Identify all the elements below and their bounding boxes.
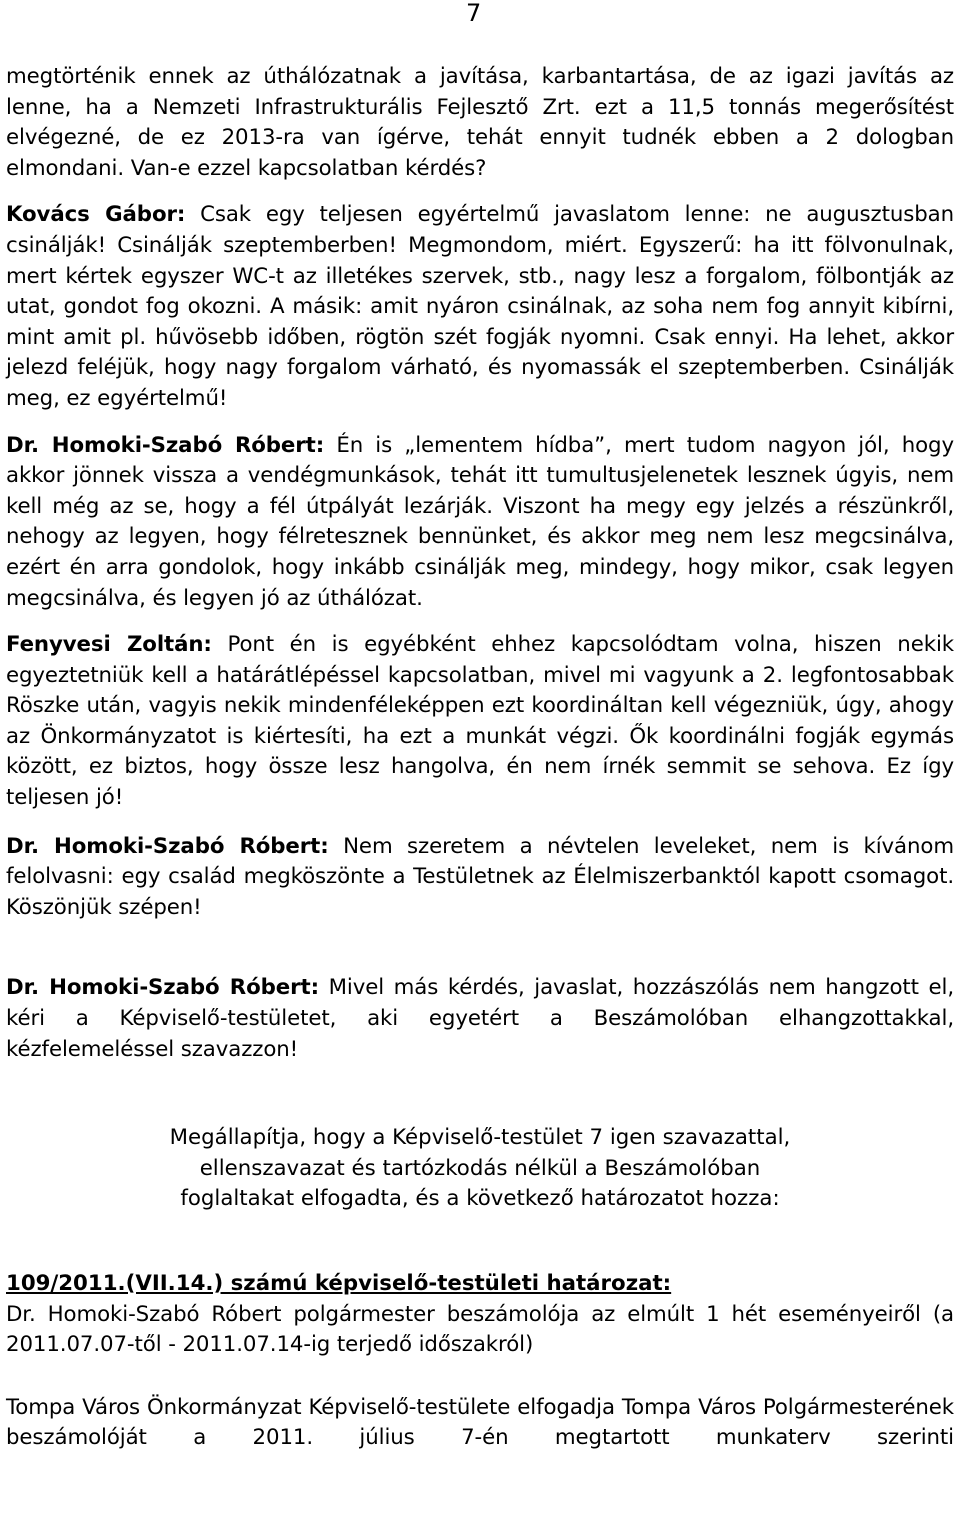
paragraph-homoki-szabo-3	[6, 973, 954, 1065]
paragraph-text: Pont én is egyébként ehhez kapcsolódtam volna, hiszen nekik egyeztetniük kell a határátlépéssel kapcsolatban, mivel mi vagyunk a 2. legfontosabbak Röszke után, vagyis nekik mindenféleképpen ezt koordináltan kell végezniük, úgy, ahogy az Önkormányzatot is kiértesíti, ha ezt a munkát végzi. Ők koordinálni fogják egymás között, ez biztos, hogy össze lesz hangolva, én nem írnék semmit se sehova. Ez így teljesen jó!	[6, 632, 954, 811]
paragraph-fenyvesi-zoltan	[6, 630, 954, 814]
speaker-name: Kovács Gábor:	[6, 202, 186, 228]
paragraph-text: Én is „lementem hídba”, mert tudom nagyon jól, hogy akkor jönnek vissza a vendégmunkások, tehát itt tumultusjelenetek lesznek úgyis, nem kell még az se, hogy a fél útpályát lezárják. Viszont ha megy egy jelzés a részünkről, nehogy az legyen, hogy félretesznek bennünket, és akkor meg nem lesz megcsinálva, ezért én arra gondolok, hogy inkább csinálják meg, mindegy, hogy mikor, csak legyen megcsinálva, és legyen jó az úthálózat.	[6, 432, 954, 611]
decision-summary-line: Megállapítja, hogy a Képviselő-testület 7 igen szavazattal,	[169, 1125, 791, 1151]
decision-summary-line: ellenszavazat és tartózkodás nélkül a Beszámolóban	[199, 1155, 761, 1181]
speaker-name: Dr. Homoki-Szabó Róbert:	[6, 975, 320, 1001]
speaker-name: Dr. Homoki-Szabó Róbert:	[6, 432, 325, 458]
decision-summary	[6, 1123, 954, 1215]
paragraph-homoki-szabo-1	[6, 431, 954, 615]
speaker-name: Dr. Homoki-Szabó Róbert:	[6, 833, 329, 859]
paragraph-homoki-szabo-2	[6, 832, 954, 924]
resolution-closing-text: Tompa Város Önkormányzat Képviselő-testülete elfogadja Tompa Város Polgármesterének beszámolóját a 2011. július 7-én megtartott munkaterv szerinti	[6, 1394, 954, 1451]
paragraph-kovacs-gabor	[6, 200, 954, 414]
decision-summary-line: foglaltakat elfogadta, és a következő határozatot hozza:	[180, 1186, 780, 1212]
resolution-title: 109/2011.(VII.14.) számú képviselő-testületi határozat:	[6, 1271, 672, 1296]
paragraph-text: Csak egy teljesen egyértelmű javaslatom lenne: ne augusztusban csinálják! Csinálják szeptemberben! Megmondom, miért. Egyszerű: ha itt fölvonulnak, mert kértek egyszer WC-t az illetékes szervek, stb., nagy lesz a forgalom, fölbontják az utat, gondot fog okozni. A másik: amit nyáron csinálnak, az soha nem fog annyit kibírni, mint amit pl. hűvösebb időben, rögtön szét fogják nyomni. Csak ennyi. Ha lehet, akkor jelezd feléjük, hogy nagy forgalom várható, és nyomassák el szeptemberben. Csinálják meg, ez egyértelmű!	[6, 202, 954, 411]
document-body	[6, 62, 954, 1454]
paragraph-text: Nem szeretem a névtelen leveleket, nem is kívánom felolvasni: egy család megköszönte a Testületnek az Élelmiszerbanktól kapott csomagot. Köszönjük szépen!	[6, 833, 954, 920]
page-number: 7	[466, 0, 482, 27]
paragraph-text: Mivel más kérdés, javaslat, hozzászólás nem hangzott el, kéri a Képviselő-testületet, aki egyetért a Beszámolóban elhangzottakkal, kézfelemeléssel szavazzon!	[6, 975, 954, 1062]
speaker-name: Fenyvesi Zoltán:	[6, 632, 212, 658]
resolution-subject: Dr. Homoki-Szabó Róbert polgármester beszámolója az elmúlt 1 hét eseményeiről (a 2011.07.07-től - 2011.07.14-ig terjedő időszakról)	[6, 1301, 954, 1358]
paragraph-text: megtörténik ennek az úthálózatnak a javítása, karbantartása, de az igazi javítás az lenne, ha a Nemzeti Infrastrukturális Fejlesztő Zrt. ezt a 11,5 tonnás megerősítést elvégezné, de ez 2013-ra van ígérve, tehát ennyit tudnék ebben a 2 dologban elmondani. Van-e ezzel kapcsolatban kérdés?	[6, 64, 954, 181]
paragraph-continuation	[6, 62, 954, 184]
